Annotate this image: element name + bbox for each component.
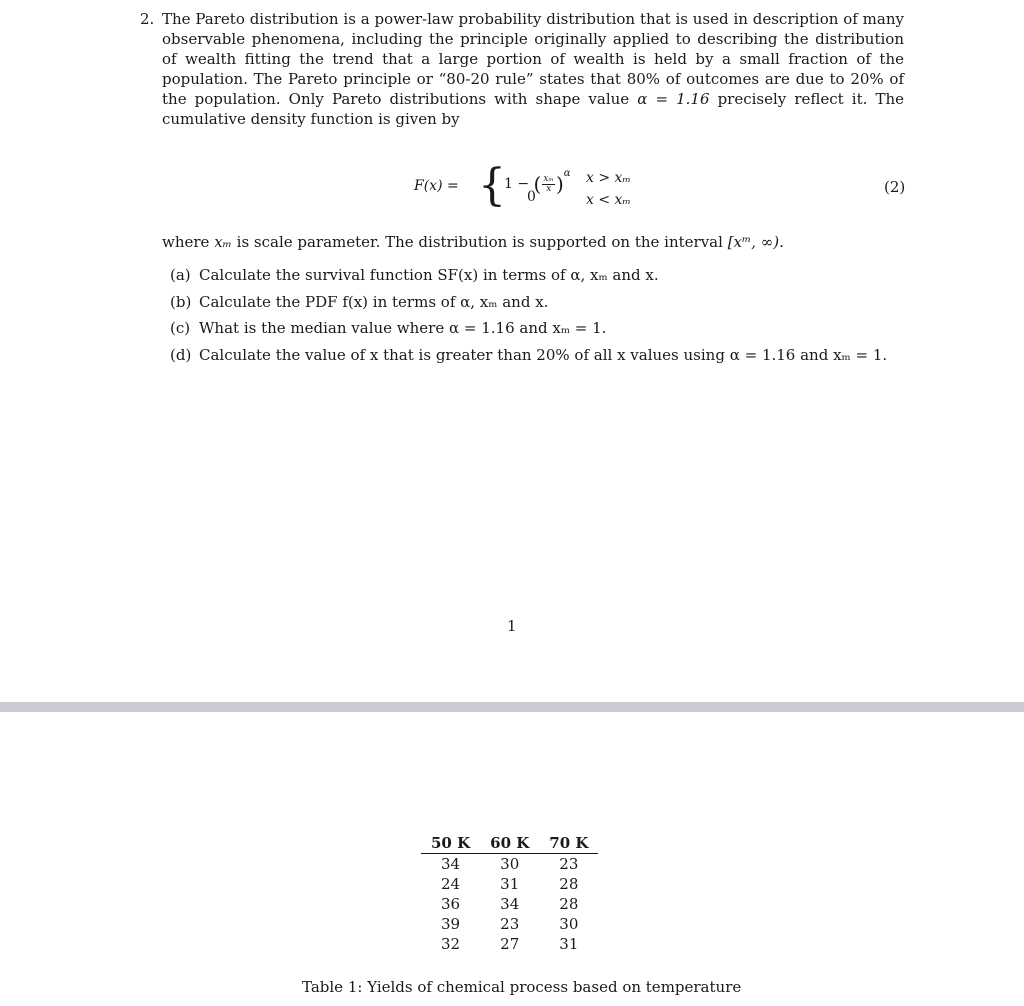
equation-case-1-prefix: 1 − — [504, 176, 530, 192]
fraction-denominator: x — [546, 183, 552, 194]
table-cell: 23 — [559, 855, 579, 873]
problem-intro-part-2: precisely reflect it. The cumulative density function is given by — [162, 90, 904, 128]
subquestion-a — [170, 265, 887, 292]
table-cell: 32 — [441, 935, 461, 953]
table-cell: 34 — [500, 895, 520, 913]
table-cell: 28 — [559, 895, 579, 913]
page-2 — [0, 712, 1024, 1006]
equation-number: (2) — [884, 178, 906, 196]
column-header-70k: 70 K — [549, 833, 589, 852]
fraction-numerator: xₘ — [543, 173, 554, 184]
subquestion-label: (d) — [170, 345, 192, 364]
where-part-2: is scale parameter. The distribution is supported on the interval — [231, 233, 728, 251]
column-header-50k: 50 K — [431, 833, 471, 852]
equation-case-2: 0 — [527, 189, 536, 205]
equation-exponent: α — [563, 168, 571, 179]
problem-number: 2. — [140, 10, 155, 28]
yields-table — [421, 832, 598, 954]
table-row — [421, 894, 598, 914]
table-cell: 31 — [559, 935, 579, 953]
subquestion-list — [170, 265, 887, 371]
page-number: 1 — [507, 617, 517, 635]
alpha-value: α = 1.16 — [637, 90, 710, 108]
table-cell: 36 — [441, 895, 461, 913]
subquestion-text: Calculate the survival function SF(x) in terms of α, xₘ and x. — [199, 266, 659, 284]
where-line — [162, 232, 784, 252]
subquestion-label: (a) — [170, 266, 191, 284]
table-cell: 24 — [441, 875, 461, 893]
table-caption: Table 1: Yields of chemical process based on temperature — [302, 978, 742, 996]
equation-brace: { — [478, 160, 506, 211]
cdf-equation — [414, 160, 914, 211]
table-cell: 39 — [441, 915, 461, 933]
support-interval: [xᵐ, ∞) — [727, 233, 780, 251]
problem-intro — [162, 9, 904, 129]
table-cell: 23 — [500, 915, 520, 933]
table-cell: 31 — [500, 875, 520, 893]
table-header-row — [421, 832, 598, 854]
table-cell: 27 — [500, 935, 520, 953]
table-row — [421, 854, 598, 875]
equation-fraction — [542, 175, 555, 194]
subquestion-text: What is the median value where α = 1.16 and xₘ = 1. — [199, 319, 607, 338]
where-part-3: . — [779, 233, 784, 251]
page-divider — [0, 702, 1024, 712]
where-part-1: where — [162, 233, 215, 251]
subquestion-d — [170, 345, 887, 372]
table-row — [421, 914, 598, 934]
where-xm: xₘ — [214, 233, 232, 251]
subquestion-label: (b) — [170, 292, 192, 311]
subquestion-text: Calculate the value of x that is greater than 20% of all x values using α = 1.16 and xₘ = 1. — [199, 345, 888, 364]
subquestion-b — [170, 292, 887, 319]
equation-case-1: 1 − ( $\frac{\text{xₘ}}{x}$ )$^\alpha$ — [504, 168, 571, 196]
table-cell: 30 — [559, 915, 579, 933]
problem-intro-part-1: The Pareto distribution is a power-law probability distribution that is used in description of many observable phenomena, including the principle originally applied to describing the distribution of wealth fitting the trend that a large portion of wealth is held by a small fraction of the population. The Pareto principle or “80-20 rule” states that 80% of outcomes are due to 20% of the population. Only Pareto distributions with shape value — [162, 10, 904, 108]
equation-condition-1: x > xₘ — [586, 170, 632, 186]
table-row — [421, 934, 598, 954]
subquestion-text: Calculate the PDF f(x) in terms of α, xₘ and x. — [199, 292, 549, 311]
subquestion-c — [170, 318, 887, 345]
table-cell: 28 — [559, 875, 579, 893]
table-row — [421, 874, 598, 894]
equation-condition-2: x < xₘ — [586, 192, 632, 208]
equation-lhs: F(x) = — [414, 178, 459, 194]
column-header-60k: 60 K — [490, 833, 530, 852]
table-cell: 30 — [500, 855, 520, 873]
table-cell: 34 — [441, 855, 461, 873]
subquestion-label: (c) — [170, 319, 191, 338]
